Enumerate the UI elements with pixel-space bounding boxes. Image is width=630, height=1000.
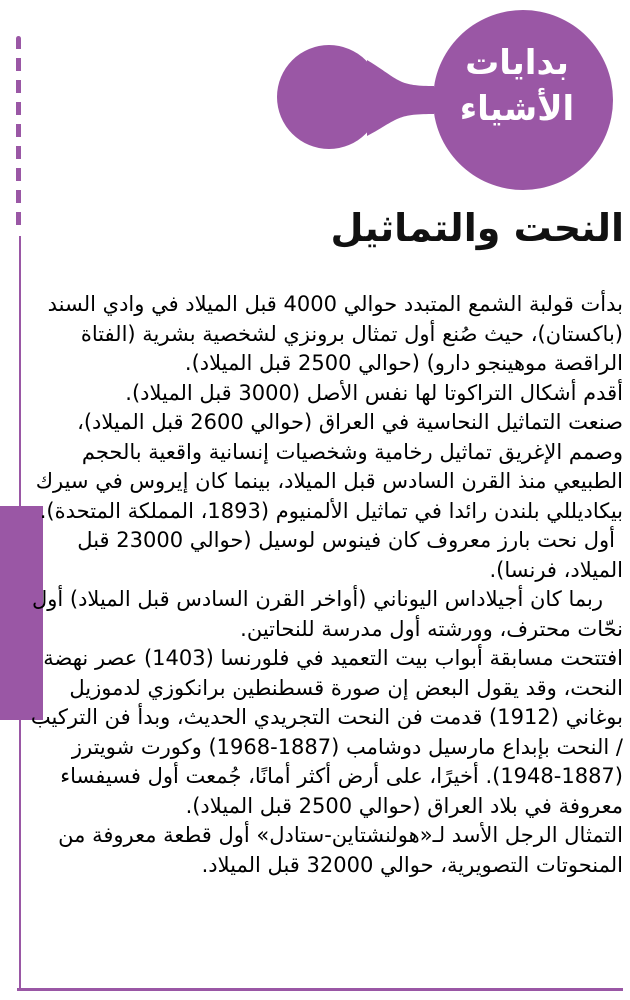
paragraph: افتتحت مسابقة أبواب بيت التعميد في فلورنسا (1403) عصر نهضة النحت، وقد يقول البعض إن صورة قسطنطين برانكوزي لدموزيل بوغاني (1912) قدمت فن النحت التجريدي الحديث، وبدأ فن التركيب / النحت بإبداع مارسيل دوشامب (1887-1968) وكورت شويترز (1887-1948). أخيرًا، على أرض أكثر أمانًا، جُمعت أول فسيفساء معروفة في بلاد العراق (حوالي 2500 قبل الميلاد). bbox=[30, 646, 623, 818]
series-badge-line2: الأشياء bbox=[459, 89, 575, 129]
paragraph: صنعت التماثيل النحاسية في العراق (حوالي 2600 قبل الميلاد)، وصمم الإغريق تماثيل رخامية وشخصيات إنسانية واقعية بالحجم الطبيعي منذ القرن السادس قبل الميلاد، بينما كان إيروس في سيرك بيكاديللي بلندن رائدا في تماثيل الألمنيوم (1893، المملكة المتحدة). bbox=[35, 410, 623, 523]
paragraph: التمثال الرجل الأسد لـ«هولنشتاين-ستادل» أول قطعة معروفة من المنحوتات التصويرية، حوالي 32000 قبل الميلاد. bbox=[58, 823, 623, 877]
paragraph: أول نحت بارز معروف كان فينوس لوسيل (حوالي 23000 قبل الميلاد، فرنسا). bbox=[77, 528, 623, 582]
page-title: النحت والتماثيل bbox=[330, 206, 624, 250]
series-badge bbox=[433, 40, 601, 132]
paragraph: أقدم أشكال التراكوتا لها نفس الأصل (3000 قبل الميلاد). bbox=[125, 380, 623, 405]
paragraph: ربما كان أجيلاداس اليوناني (أواخر القرن السادس قبل الميلاد) أول نحّات محترف، وورشته أول مدرسة للنحاتين. bbox=[31, 587, 623, 641]
paragraph: بدأت قولبة الشمع المتبدد حوالي 4000 قبل الميلاد في وادي السند (باكستان)، حيث صُنع أول تمثال برونزي لشخصية بشرية (الفتاة الراقصة موهينجو دارو) (حوالي 2500 قبل الميلاد). bbox=[47, 292, 623, 375]
article-body bbox=[26, 290, 623, 880]
bottom-rule bbox=[17, 988, 623, 991]
series-badge-line1: بدايات bbox=[465, 43, 569, 83]
